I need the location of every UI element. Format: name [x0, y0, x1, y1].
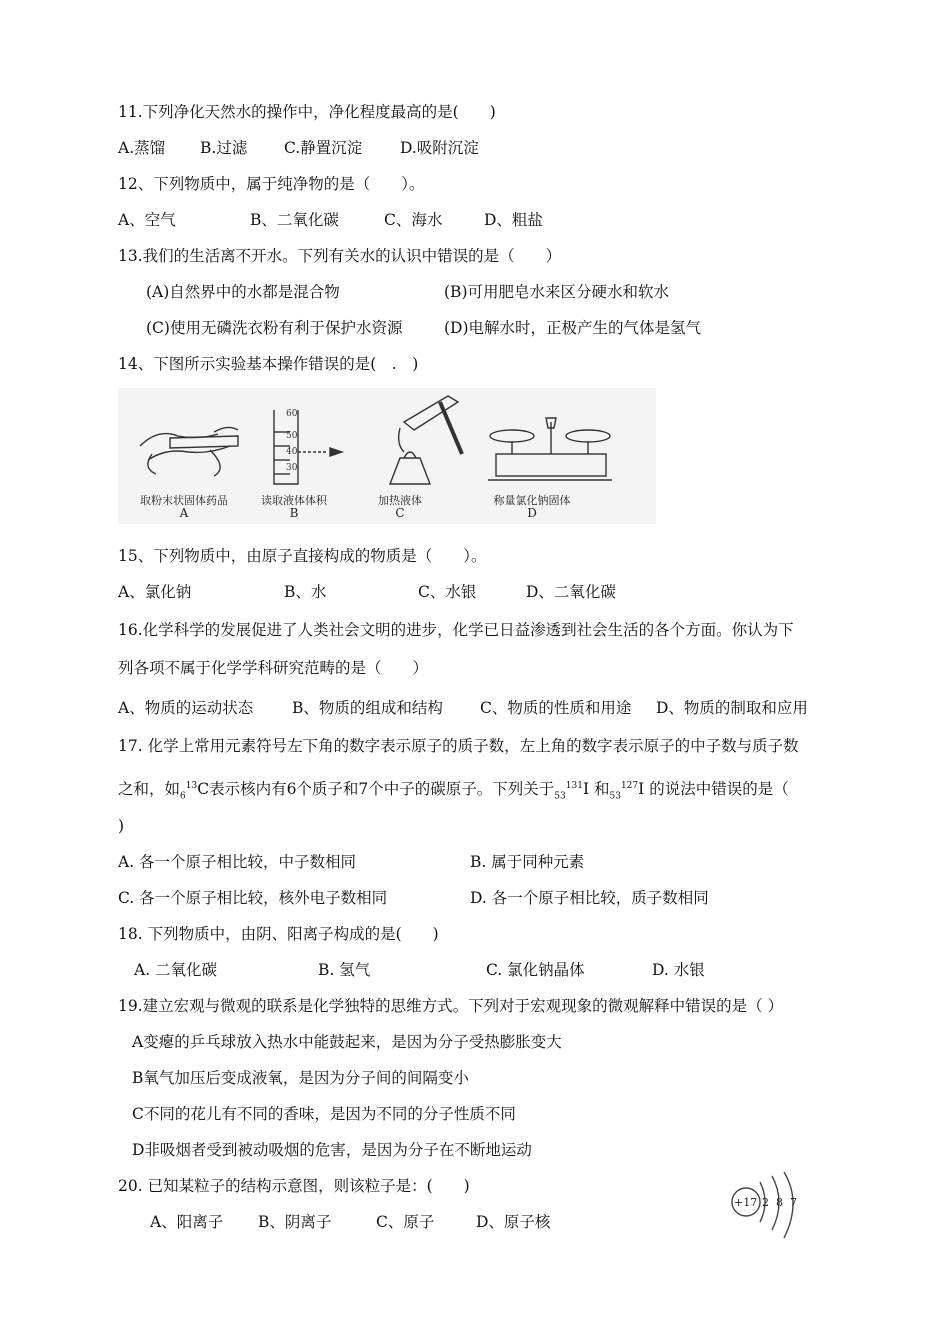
heating-tube-icon [390, 396, 462, 484]
q13-option-a: (A)自然界中的水都是混合物 [146, 283, 340, 301]
q17-option-b: B. 属于同种元素 [470, 853, 585, 871]
atomic-structure-diagram [730, 1168, 810, 1248]
q20-option-b: B、阴离子 [258, 1213, 332, 1231]
q15-option-b: B、水 [284, 583, 327, 601]
q18-stem: 18. 下列物质中，由阴、阳离子构成的是( ) [118, 925, 439, 943]
q17-text-a: 之和，如 [118, 780, 181, 799]
shell-1-electrons: 2 [762, 1196, 769, 1209]
figure-letter-c: C [395, 506, 405, 520]
figure-letter-a: A [179, 506, 189, 520]
figure-caption-d: 称量氯化钠固体 [493, 494, 571, 507]
figure-letter-b: B [289, 506, 299, 520]
q15-stem: 15、下列物质中，由原子直接构成的物质是（ ）。 [118, 547, 487, 565]
q16-option-b: B、物质的组成和结构 [292, 699, 443, 717]
q20-option-a: A、阳离子 [150, 1213, 224, 1231]
q12-option-b: B、二氧化碳 [250, 211, 339, 229]
iodine127-mass-number: 127 [620, 781, 639, 791]
q11-stem: 11.下列净化天然水的操作中，净化程度最高的是( ) [118, 103, 496, 121]
iodine131-mass-number: 131 [565, 781, 583, 791]
q11-option-d: D.吸附沉淀 [400, 139, 479, 157]
q12-option-a: A、空气 [118, 211, 176, 229]
q16-option-c: C、物质的性质和用途 [480, 699, 632, 717]
scale-mark-60: 60 [286, 409, 298, 419]
figure-caption-b: 读取液体体积 [261, 494, 327, 507]
q11-option-c: C.静置沉淀 [284, 139, 363, 157]
atomic-structure-drawing [730, 1168, 810, 1248]
q16-option-a: A、物质的运动状态 [118, 699, 254, 717]
carbon-mass-number: 13 [185, 781, 198, 791]
q17-option-a: A. 各一个原子相比较，中子数相同 [118, 853, 357, 871]
q18-option-c: C. 氯化钠晶体 [486, 961, 585, 979]
q17-stem-line3: ) [118, 817, 125, 835]
q12-option-c: C、海水 [384, 211, 443, 229]
q13-option-d: (D)电解水时，正极产生的气体是氢气 [444, 319, 702, 337]
q19-option-a: A变瘪的乒乓球放入热水中能鼓起来，是因为分子受热膨胀变大 [132, 1033, 562, 1051]
q20-stem: 20. 已知某粒子的结构示意图，则该粒子是：( ) [118, 1177, 470, 1195]
scale-mark-30: 30 [286, 463, 298, 473]
q19-option-d: D非吸烟者受到被动吸烟的危害，是因为分子在不断地运动 [132, 1141, 532, 1159]
figure-letter-d: D [527, 506, 537, 520]
q17-option-d: D. 各一个原子相比较，质子数相同 [470, 889, 709, 907]
nucleus-charge: +17 [734, 1196, 758, 1209]
carbon-proton-number: 6 [180, 791, 186, 802]
q19-stem: 19.建立宏观与微观的联系是化学独特的思维方式。下列对于宏观现象的微观解释中错误的是（ ） [118, 997, 784, 1015]
q17-stem-line1: 17. 化学上常用元素符号左下角的数字表示原子的质子数，左上角的数字表示原子的中子数与质子数 [118, 737, 799, 755]
q15-option-d: D、二氧化碳 [526, 583, 616, 601]
q15-option-c: C、水银 [418, 583, 477, 601]
q13-option-b: (B)可用肥皂水来区分硬水和软水 [444, 283, 669, 301]
q20-option-c: C、原子 [376, 1213, 435, 1231]
q15-option-a: A、氯化钠 [118, 583, 192, 601]
q17-option-c: C. 各一个原子相比较，核外电子数相同 [118, 889, 388, 907]
lab-operations-figure [118, 388, 656, 524]
q17-text-i131: I 和 [582, 780, 610, 799]
q18-option-a: A. 二氧化碳 [134, 961, 218, 979]
graduated-cylinder-icon [274, 410, 342, 484]
q16-stem-line2: 列各项不属于化学学科研究范畴的是（ ） [118, 659, 429, 677]
q17-text-c: I 的说法中错误的是（ [638, 780, 789, 799]
q13-stem: 13.我们的生活离不开水。下列有关水的认识中错误的是（ ） [118, 247, 562, 265]
q20-option-d: D、原子核 [476, 1213, 551, 1231]
q17-stem-line2 [118, 776, 789, 806]
iodine131-proton-number: 53 [554, 791, 566, 802]
figure-caption-a: 取粉末状固体药品 [140, 494, 228, 507]
q17-text-b: C表示核内有6个质子和7个中子的碳原子。下列关于 [197, 780, 555, 799]
scale-mark-40: 40 [286, 447, 298, 457]
q11-option-b: B.过滤 [200, 139, 248, 157]
q11-option-a: A.蒸馏 [118, 139, 166, 157]
q12-option-d: D、粗盐 [484, 211, 543, 229]
q16-option-d: D、物质的制取和应用 [656, 699, 808, 717]
q19-option-c: C不同的花儿有不同的香味，是因为不同的分子性质不同 [132, 1105, 516, 1123]
balance-scale-icon [488, 418, 612, 480]
q13-option-c: (C)使用无磷洗衣粉有利于保护水资源 [146, 319, 403, 337]
q12-stem: 12、下列物质中，属于纯净物的是（ ）。 [118, 175, 425, 193]
q14-stem: 14、下图所示实验基本操作错误的是( . ) [118, 355, 419, 373]
iodine127-proton-number: 53 [609, 791, 621, 802]
q16-stem-line1: 16.化学科学的发展促进了人类社会文明的进步，化学已日益渗透到社会生活的各个方面。你认为下 [118, 621, 794, 639]
spatula-tube-icon [140, 427, 238, 476]
scale-mark-50: 50 [286, 431, 298, 441]
q18-option-d: D. 水银 [652, 961, 705, 979]
shell-2-electrons: 8 [776, 1196, 783, 1209]
q19-option-b: B氧气加压后变成液氧，是因为分子间的间隔变小 [132, 1069, 469, 1087]
figure-caption-c: 加热液体 [378, 494, 422, 507]
shell-3-electrons: 7 [790, 1196, 797, 1209]
q18-option-b: B. 氢气 [318, 961, 371, 979]
